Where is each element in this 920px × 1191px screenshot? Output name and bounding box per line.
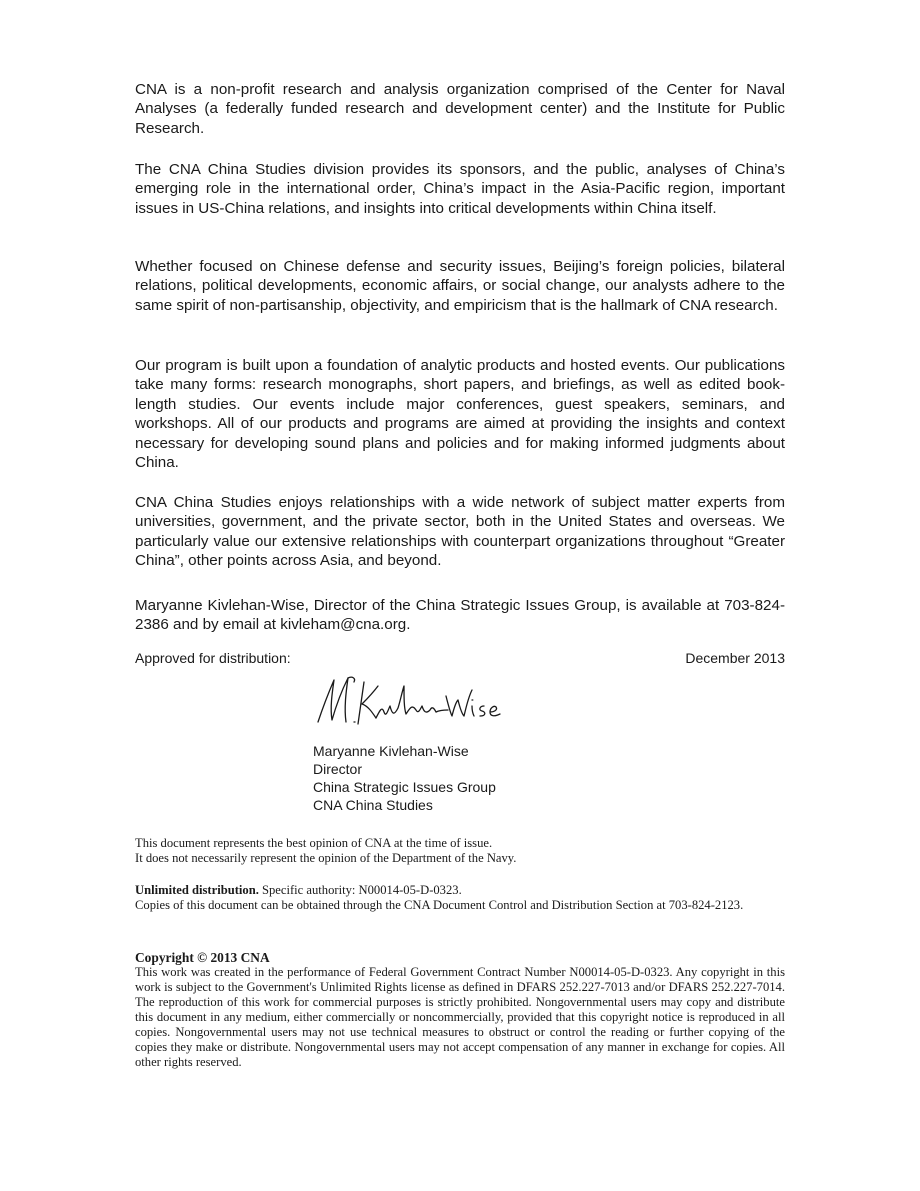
paragraph-focus: Whether focused on Chinese defense and security issues, Beijing’s foreign policies, bilateral relations, political developments, economic affairs, or social change, our analysts adhere to the same spirit of non-partisanship, objectivity, and empiricism that is the hallmark of CNA research. <box>135 258 785 314</box>
paragraph-contact: Maryanne Kivlehan-Wise, Director of the China Strategic Issues Group, is available at 703-824-2386 and by email at kivleham@cna.org. <box>135 597 785 634</box>
paragraph-relationships: CNA China Studies enjoys relationships with a wide network of subject matter experts from universities, government, and the private sector, both in the United States and overseas. We particularly value our extensive relationships with counterpart organizations throughout “Greater China”, other points across Asia, and beyond. <box>135 494 785 570</box>
disclaimer-block <box>135 836 785 866</box>
signer-group: China Strategic Issues Group <box>313 779 496 795</box>
distribution-copies: Copies of this document can be obtained through the CNA Document Control and Distribution Section at 703-824-2123. <box>135 898 744 912</box>
copyright-heading: Copyright © 2013 CNA <box>135 950 270 965</box>
signer-title: Director <box>313 761 363 777</box>
signer-org: CNA China Studies <box>313 797 433 813</box>
signer-name: Maryanne Kivlehan-Wise <box>313 743 469 759</box>
handwritten-signature <box>312 672 502 734</box>
approval-date: December 2013 <box>685 650 785 666</box>
approval-label: Approved for distribution: <box>135 650 291 666</box>
copyright-block <box>135 950 785 1070</box>
paragraph-cna-intro: CNA is a non-profit research and analysis organization comprised of the Center for Naval Analyses (a federally funded research and development center) and the Institute for Public Research. <box>135 81 785 137</box>
distribution-authority: Specific authority: N00014-05-D-0323. <box>258 883 462 897</box>
distribution-block <box>135 883 785 913</box>
disclaimer-line-1: This document represents the best opinion of CNA at the time of issue. <box>135 836 493 850</box>
disclaimer-line-2: It does not necessarily represent the opinion of the Department of the Navy. <box>135 851 517 865</box>
copyright-text: This work was created in the performance of Federal Government Contract Number N00014-05-D-0323. Any copyright in this work is subject to the Government's Unlimited Rights license as defined in DFARS 252.227-7013 and/or DFARS 252.227-7014. The reproduction of this work for commercial purposes is strictly prohibited. Nongovernmental users may copy and distribute this document in any medium, either commercially or noncommercially, provided that this copyright notice is reproduced in all copies. Nongovernmental users may not use technical measures to obstruct or control the reading or further copying of the copies they make or distribute. Nongovernmental users may not accept compensation of any manner in exchange for copies. All other rights reserved. <box>135 965 785 1069</box>
paragraph-china-studies: The CNA China Studies division provides its sponsors, and the public, analyses of China’s emerging role in the international order, China’s impact in the Asia-Pacific region, important issues in US-China relations, and insights into critical developments within China itself. <box>135 161 785 217</box>
signer-block <box>313 742 496 814</box>
approval-row <box>135 650 785 670</box>
paragraph-program: Our program is built upon a foundation of analytic products and hosted events. Our publications take many forms: research monographs, short papers, and briefings, as well as edited book-length studies. Our events include major conferences, guest speakers, seminars, and workshops. All of our products and programs are aimed at providing the insights and context necessary for developing sound plans and policies and for making informed judgments about China. <box>135 357 785 472</box>
distribution-label: Unlimited distribution. <box>135 883 259 897</box>
